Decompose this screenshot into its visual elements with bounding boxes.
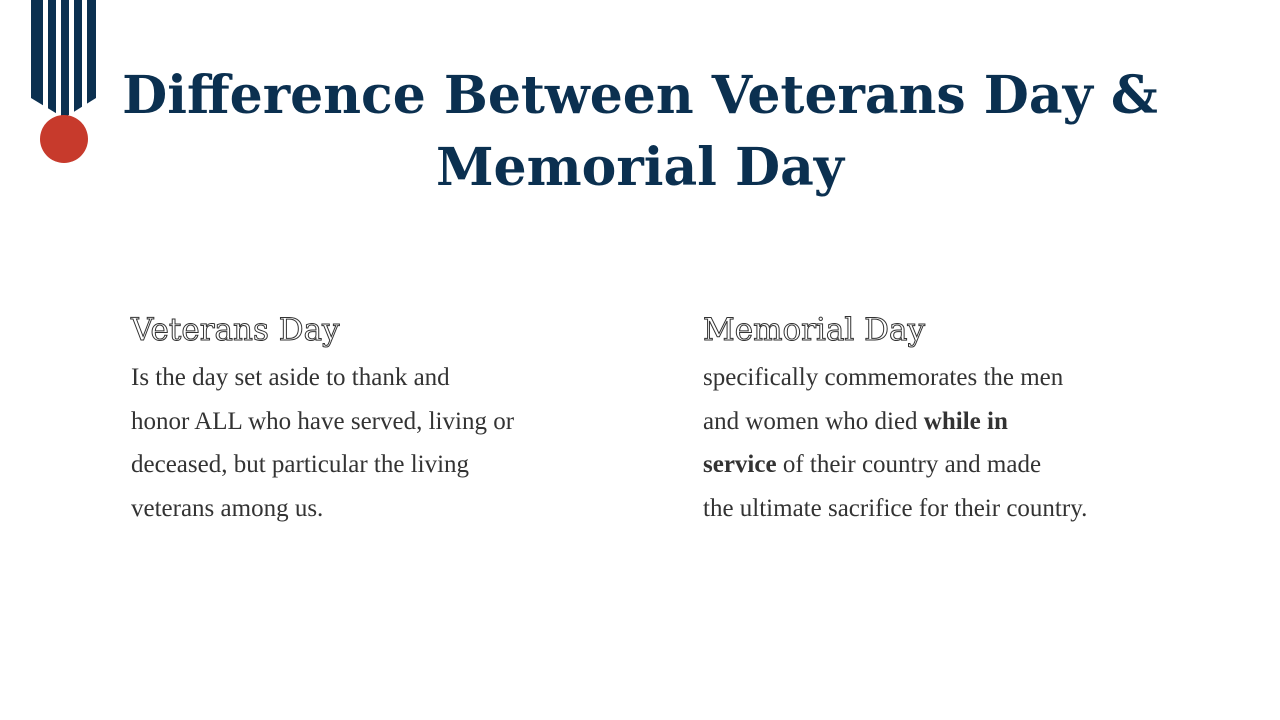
veterans-line-4: veterans among us. xyxy=(131,494,324,522)
veterans-day-description xyxy=(131,356,561,530)
veterans-line-2: honor ALL who have served, living or xyxy=(131,407,515,435)
page-title xyxy=(120,60,1160,204)
title-line-1: Difference Between Veterans Day & xyxy=(122,65,1158,126)
memorial-emphasis-service: service xyxy=(703,451,777,478)
memorial-day-description xyxy=(703,356,1163,530)
memorial-day-section xyxy=(703,308,1163,530)
veterans-day-section xyxy=(131,308,561,530)
memorial-line-2-text: and women who died xyxy=(703,407,924,435)
veterans-day-heading: Veterans Day xyxy=(131,312,340,348)
memorial-line-3-text: of their country and made xyxy=(776,451,1042,478)
title-line-2: Memorial Day xyxy=(435,137,845,198)
memorial-line-4: the ultimate sacrifice for their country. xyxy=(703,494,1088,522)
medal-ribbon-icon xyxy=(0,0,110,170)
veterans-line-3: deceased, but particular the living xyxy=(131,451,470,478)
memorial-emphasis-while-in: while in xyxy=(923,407,1008,435)
veterans-line-1: Is the day set aside to thank and xyxy=(131,364,450,391)
memorial-day-heading: Memorial Day xyxy=(703,312,925,348)
memorial-line-1: specifically commemorates the men xyxy=(703,364,1064,391)
